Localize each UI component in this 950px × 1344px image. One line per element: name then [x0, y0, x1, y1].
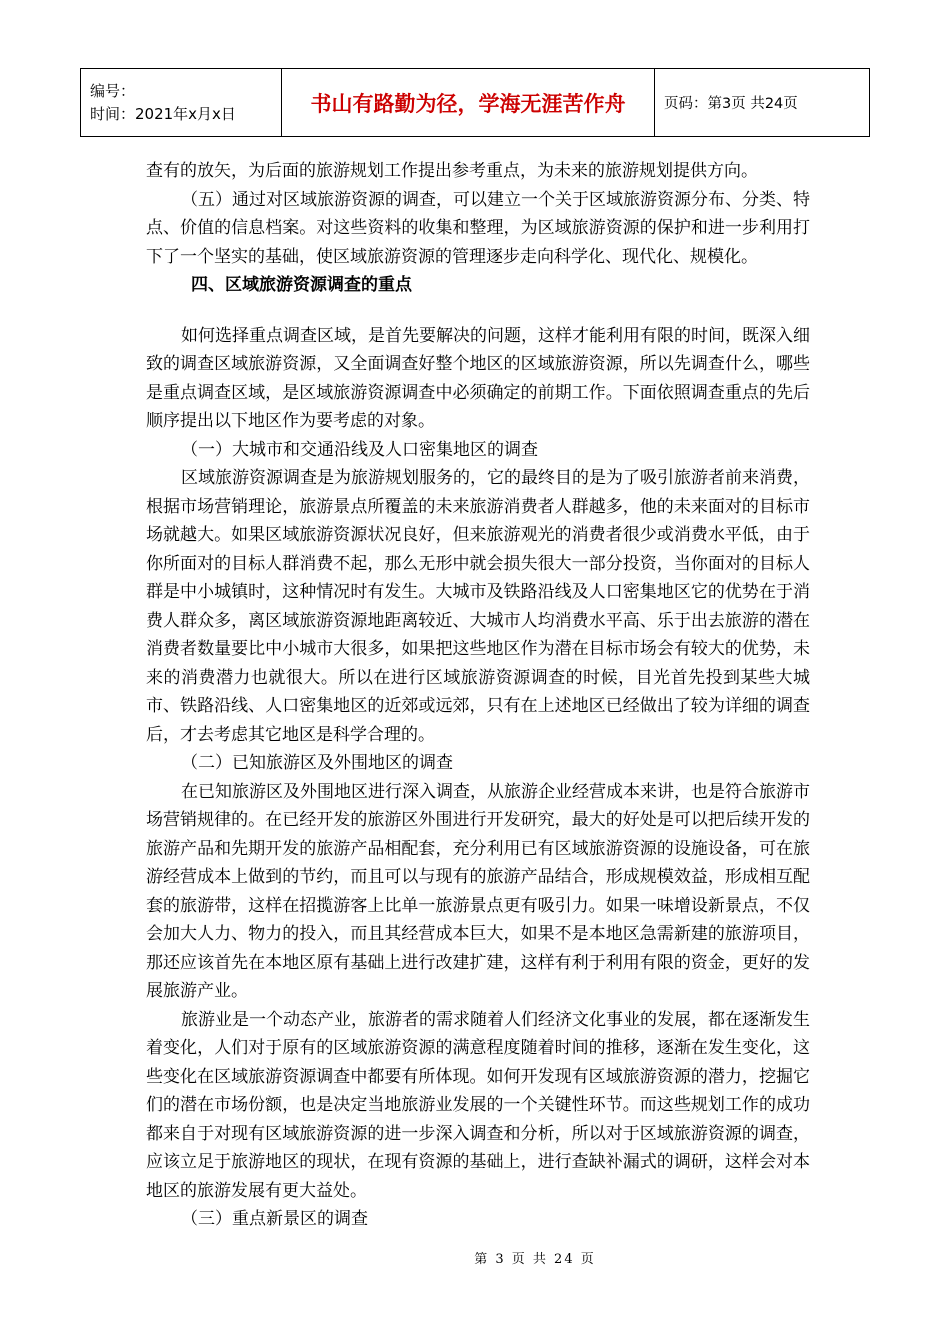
number-label: 编号： — [90, 81, 136, 100]
subsection-heading: （三）重点新景区的调查 — [181, 1209, 368, 1229]
subsection-heading: （一）大城市和交通沿线及人口密集地区的调查 — [181, 439, 538, 460]
document-body — [146, 157, 810, 1234]
paragraph: （五）通过对区域旅游资源的调查，可以建立一个关于区域旅游资源分布、分类、特点、价值的信息档案。对这些资料的收集和整理，为区域旅游资源的保护和进一步利用打下了一个坚实的基础，使区域旅游资源的管理逐步走向科学化、现代化、规模化。 — [146, 189, 810, 267]
document-header — [80, 68, 870, 137]
page-footer: 第 3 页 共 24 页 — [474, 1252, 596, 1267]
header-page-info: 页码：第3页 共24页 — [655, 69, 870, 137]
paragraph: 如何选择重点调查区域，是首先要解决的问题，这样才能利用有限的时间，既深入细致的调查区域旅游资源，又全面调查好整个地区的区域旅游资源，所以先调查什么，哪些是重点调查区域，是区域旅游资源调查中必须确定的前期工作。下面依照调查重点的先后顺序提出以下地区作为要考虑的对象。 — [146, 325, 810, 431]
paragraph: 查有的放矢，为后面的旅游规划工作提出参考重点，为未来的旅游规划提供方向。 — [146, 161, 758, 181]
date-label: 时间：2021年x月x日 — [90, 104, 236, 123]
paragraph: 旅游业是一个动态产业，旅游者的需求随着人们经济文化事业的发展，都在逐渐发生着变化，人们对于原有的区域旅游资源的满意程度随着时间的推移，逐渐在发生变化，这些变化在区域旅游资源调查中都要有所体现。如何开发现有区域旅游资源的潜力，挖掘它们的潜在市场份额，也是决定当地旅游业发展的一个关键性环节。而这些规划工作的成功都来自于对现有区域旅游资源的进一步深入调查和分析，所以对于区域旅游资源的调查，应该立足于旅游地区的现状，在现有资源的基础上，进行查缺补漏式的调研，这样会对本地区的旅游发展有更大益处。 — [146, 1009, 810, 1201]
header-meta — [81, 69, 282, 137]
paragraph: 在已知旅游区及外围地区进行深入调查，从旅游企业经营成本来讲，也是符合旅游市场营销规律的。在已经开发的旅游区外围进行开发研究，最大的好处是可以把后续开发的旅游产品和先期开发的旅游产品相配套，充分利用已有区域旅游资源的设施设备，可在旅游经营成本上做到的节约，而且可以与现有的旅游产品结合，形成规模效益，形成相互配套的旅游带，这样在招揽游客上比单一旅游景点更有吸引力。如果一味增设新景点，不仅会加大人力、物力的投入，而且其经营成本巨大，如果不是本地区急需新建的旅游项目，那还应该首先在本地区原有基础上进行改建扩建，这样有利于利用有限的资金，更好的发展旅游产业。 — [146, 781, 810, 1001]
section-heading: 四、区域旅游资源调查的重点 — [191, 275, 412, 295]
paragraph: 区域旅游资源调查是为旅游规划服务的，它的最终目的是为了吸引旅游者前来消费，根据市场营销理论，旅游景点所覆盖的未来旅游消费者人群越多，他的未来面对的目标市场就越大。如果区域旅游资源状况良好，但来旅游观光的消费者很少或消费水平低，由于你所面对的目标人群消费不起，那么无形中就会损失很大一部分投资，当你面对的目标人群是中小城镇时，这种情况时有发生。大城市及铁路沿线及人口密集地区它的优势在于消费人群众多，离区域旅游资源地距离较近、大城市人均消费水平高、乐于出去旅游的潜在消费者数量要比中小城市大很多，如果把这些地区作为潜在目标市场会有较大的优势，未来的消费潜力也就很大。所以在进行区域旅游资源调查的时候，目光首先投到某些大城市、铁路沿线、人口密集地区的近郊或远郊，只有在上述地区已经做出了较为详细的调查后，才去考虑其它地区是科学合理的。 — [146, 468, 810, 745]
subsection-heading: （二）已知旅游区及外围地区的调查 — [181, 753, 453, 773]
header-motto: 书山有路勤为径，学海无涯苦作舟 — [282, 69, 655, 137]
